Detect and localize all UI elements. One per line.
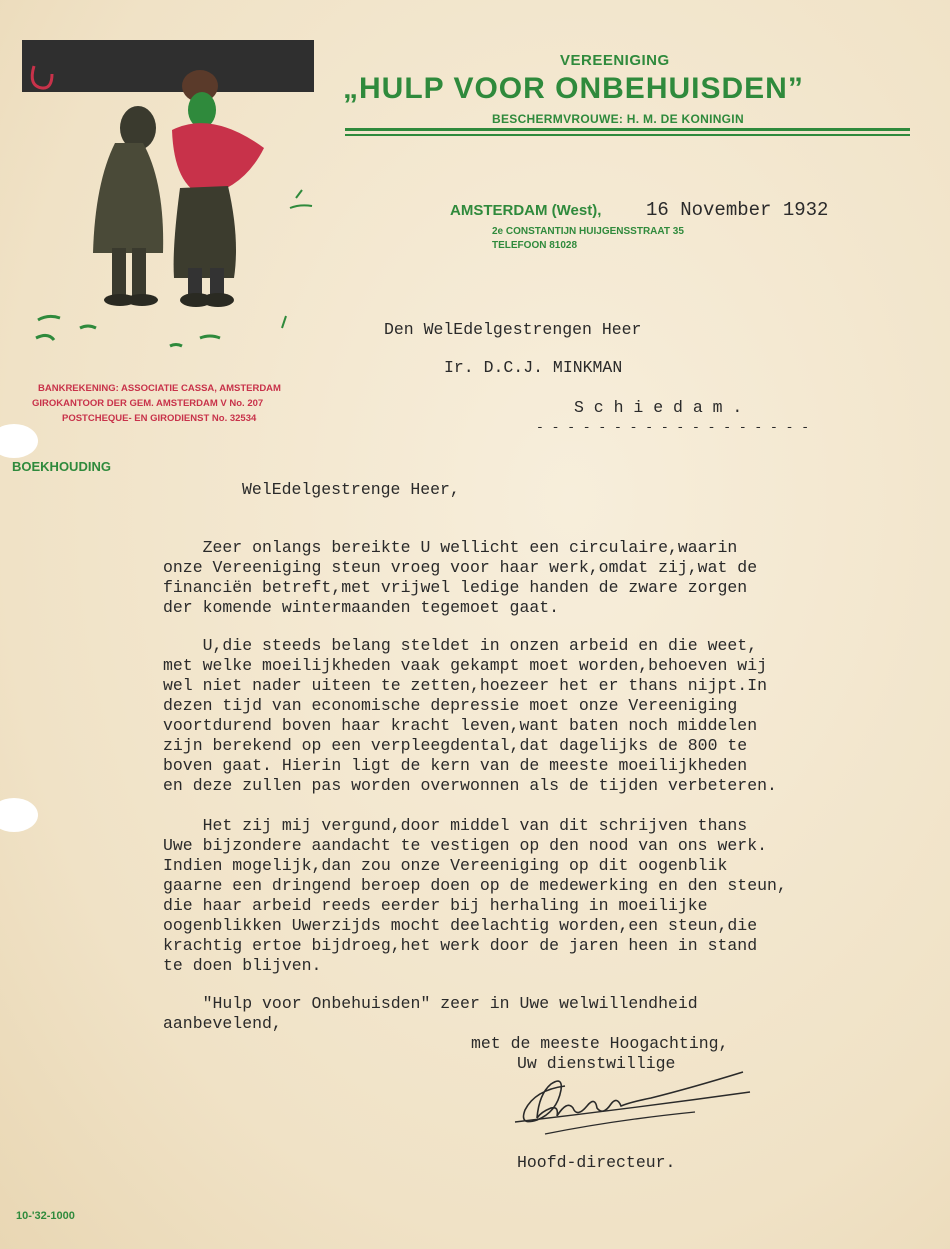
punch-hole-top — [0, 424, 38, 458]
body-line: der komende wintermaanden tegemoet gaat. — [163, 598, 560, 617]
organization-name: „HULP VOOR ONBEHUISDEN” — [343, 72, 804, 105]
body-line: boven gaat. Hierin ligt de kern van de meeste moeilijkheden — [163, 756, 748, 775]
salutation: WelEdelgestrenge Heer, — [242, 480, 460, 499]
signature — [505, 1068, 755, 1148]
giro-account-line: GIROKANTOOR DER GEM. AMSTERDAM V No. 207 — [32, 398, 264, 409]
bank-account-line: BANKREKENING: ASSOCIATIE CASSA, AMSTERDAM — [38, 383, 281, 394]
body-line: zijn berekend op een verpleegdental,dat dagelijks de 800 te — [163, 736, 748, 755]
letterhead-illustration — [20, 38, 320, 358]
body-line: "Hulp voor Onbehuisden" zeer in Uwe welwillendheid — [163, 994, 698, 1013]
recipient-underline: - - - - - - - - - - - - - - - - - - — [536, 420, 810, 435]
body-line: oogenblikken Uwerzijds mocht deelachtig worden,een steun,die — [163, 916, 758, 935]
letter-address: 2e CONSTANTIJN HUIJGENSSTRAAT 35 — [492, 226, 684, 237]
header-rule-bottom — [345, 134, 910, 136]
body-line: krachtig ertoe bijdroeg,het werk door de jaren heen in stand — [163, 936, 758, 955]
letter-date: 16 November 1932 — [646, 199, 829, 221]
body-line: voortdurend boven haar kracht leven,want baten noch middelen — [163, 716, 758, 735]
patron-line: BESCHERMVROUWE: H. M. DE KONINGIN — [492, 112, 744, 126]
recipient-line-2: Ir. D.C.J. MINKMAN — [444, 358, 623, 377]
body-line: die haar arbeid reeds eerder bij herhaling in moeilijke — [163, 896, 708, 915]
signatory-title: Hoofd-directeur. — [517, 1153, 676, 1172]
recipient-line-3: S c h i e d a m . — [574, 398, 743, 417]
body-line: Uwe bijzondere aandacht te vestigen op den nood van ons werk. — [163, 836, 767, 855]
body-line: aanbevelend, — [163, 1014, 282, 1033]
body-line: Indien mogelijk,dan zou onze Vereeniging op dit oogenblik — [163, 856, 728, 875]
body-line: onze Vereeniging steun vroeg voor haar werk,omdat zij,wat de — [163, 558, 758, 577]
body-line: U,die steeds belang steldet in onzen arbeid en die weet, — [163, 636, 758, 655]
department-label: BOEKHOUDING — [12, 459, 111, 474]
body-line: gaarne een dringend beroep doen op de medewerking en den steun, — [163, 876, 787, 895]
body-line: Het zij mij vergund,door middel van dit schrijven thans — [163, 816, 748, 835]
organization-prefix: VEREENIGING — [560, 52, 670, 69]
body-line: en deze zullen pas worden overwonnen als de tijden verbeteren. — [163, 776, 777, 795]
body-line: wel niet nader uiteen te zetten,hoezeer het er thans nijpt.In — [163, 676, 767, 695]
letter-city: AMSTERDAM (West), — [450, 202, 602, 219]
closing-line-1: met de meeste Hoogachting, — [471, 1034, 729, 1053]
body-line: met welke moeilijkheden vaak gekampt moet worden,behoeven wij — [163, 656, 767, 675]
recipient-line-1: Den WelEdelgestrengen Heer — [384, 320, 642, 339]
body-line: financiën betreft,met vrijwel ledige handen de zware zorgen — [163, 578, 748, 597]
print-code: 10-'32-1000 — [16, 1210, 75, 1222]
body-line: dezen tijd van economische depressie moet onze Vereeniging — [163, 696, 738, 715]
letter-phone: TELEFOON 81028 — [492, 240, 578, 251]
postcheque-line: POSTCHEQUE- EN GIRODIENST No. 32534 — [62, 413, 257, 424]
body-line: Zeer onlangs bereikte U wellicht een circulaire,waarin — [163, 538, 738, 557]
closing-line-2: Uw dienstwillige — [517, 1054, 676, 1073]
header-rule-top — [345, 128, 910, 131]
punch-hole-bottom — [0, 798, 38, 832]
body-line: te doen blijven. — [163, 956, 322, 975]
